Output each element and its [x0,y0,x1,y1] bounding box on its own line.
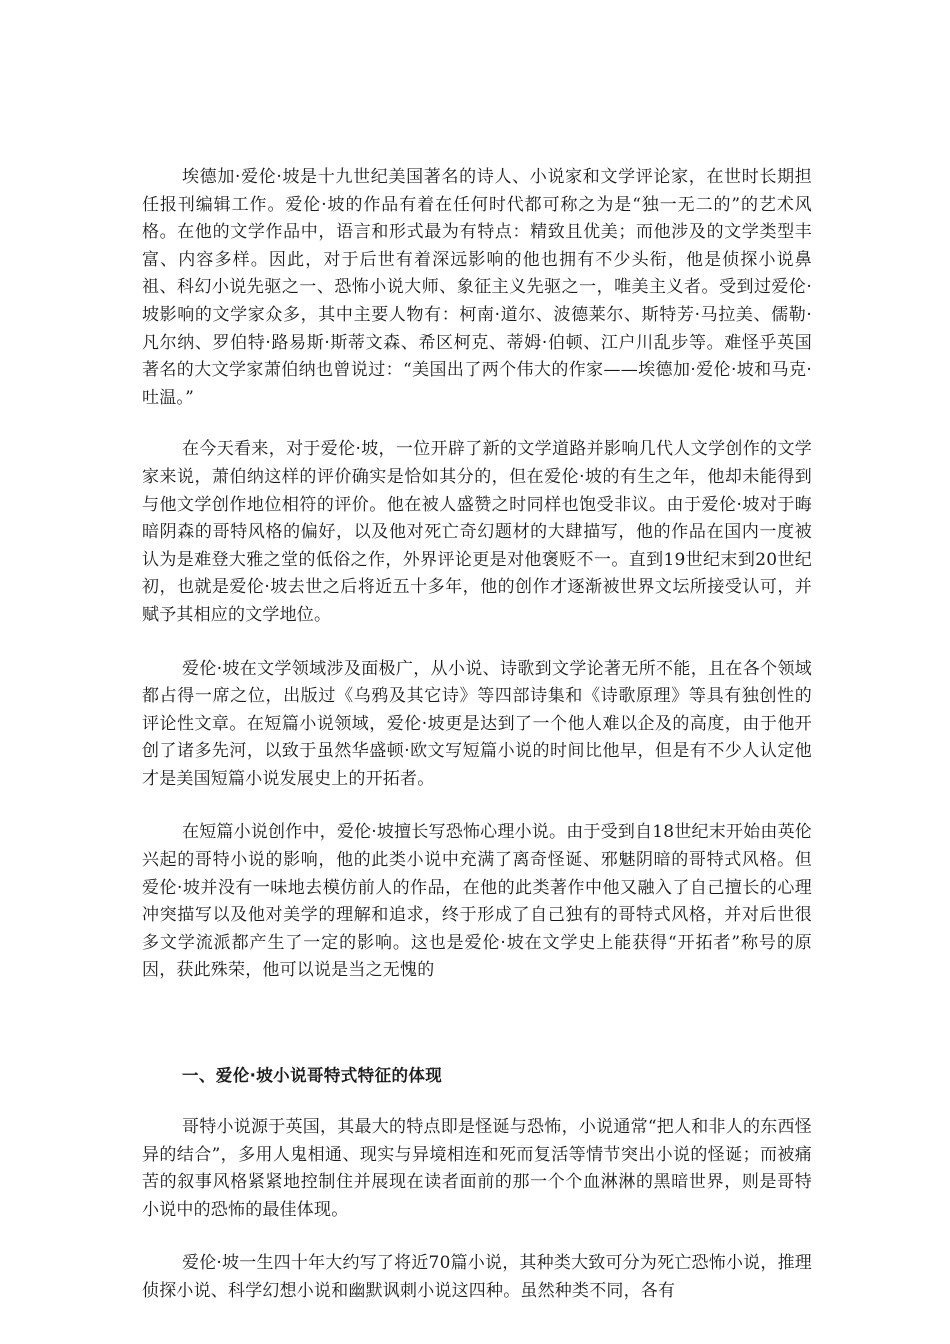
paragraph-gothic-definition: 哥特小说源于英国，其最大的特点即是怪诞与恐怖，小说通常“把人和非人的东西怪异的结合”，多用人鬼相通、现实与异境相连和死而复活等情节突出小说的怪诞；而被痛苦的叙事风格紧紧地控制住并展现在读者面前的那一个个血淋淋的黑暗世界，则是哥特小说中的恐怖的最佳体现。 [142,1117,812,1220]
paragraph-horror-fiction: 在短篇小说创作中，爱伦·坡擅长写恐怖心理小说。由于受到自18世纪末开始由英伦兴起的哥特小说的影响，他的此类小说中充满了离奇怪诞、邪魅阴暗的哥特式风格。但爱伦·坡并没有一味地去模仿前人的作品，在他的此类著作中他又融入了自己擅长的心理冲突描写以及他对美学的理解和追求，终于形成了自己独有的哥特式风格，并对后世很多文学流派都产生了一定的影响。这也是爱伦·坡在文学史上能获得“开拓者”称号的原因，获此殊荣，他可以说是当之无愧的 [142,822,812,981]
paragraph-intro-poe: 埃德加·爱伦·坡是十九世纪美国著名的诗人、小说家和文学评论家，在世时长期担任报刊编辑工作。爱伦·坡的作品有着在任何时代都可称之为是“独一无二的”的艺术风格。在他的文学作品中，语言和形式最为有特点：精致且优美；而他涉及的文学类型丰富、内容多样。因此，对于后世有着深远影响的他也拥有不少头衔，他是侦探小说鼻祖、科幻小说先驱之一、恐怖小说大师、象征主义先驱之一，唯美主义者。受到过爱伦·坡影响的文学家众多，其中主要人物有：柯南·道尔、波德莱尔、斯特芳·马拉美、儒勒·凡尔纳、罗伯特·路易斯·斯蒂文森、希区柯克、蒂姆·伯顿、江户川乱步等。难怪乎英国著名的大文学家萧伯纳也曾说过：“美国出了两个伟大的作家——埃德加·爱伦·坡和马克·吐温。” [142,167,812,408]
document-body [142,164,812,1306]
paragraph-story-types: 爱伦·坡一生四十年大约写了将近70篇小说，其种类大致可分为死亡恐怖小说，推理侦探小说、科学幻想小说和幽默讽刺小说这四种。虽然种类不同，各有 [142,1253,812,1301]
paragraph-reception: 在今天看来，对于爱伦·坡，一位开辟了新的文学道路并影响几代人文学创作的文学家来说，萧伯纳这样的评价确实是恰如其分的，但在爱伦·坡的有生之年，他却未能得到与他文学创作地位相符的评价。他在被人盛赞之时同样也饱受非议。由于爱伦·坡对于晦暗阴森的哥特风格的偏好，以及他对死亡奇幻题材的大肆描写，他的作品在国内一度被认为是难登大雅之堂的低俗之作，外界评论更是对他褒贬不一。直到19世纪末到20世纪初，也就是爱伦·坡去世之后将近五十多年，他的创作才逐渐被世界文坛所接受认可，并赋予其相应的文学地位。 [142,439,812,625]
paragraph-literary-range: 爱伦·坡在文学领域涉及面极广，从小说、诗歌到文学论著无所不能，且在各个领域都占得一席之位，出版过《乌鸦及其它诗》等四部诗集和《诗歌原理》等具有独创性的评论性文章。在短篇小说领域，爱伦·坡更是达到了一个他人难以企及的高度，由于他开创了诸多先河，以致于虽然华盛顿·欧文写短篇小说的时间比他早，但是有不少人认定他才是美国短篇小说发展史上的开拓者。 [142,658,812,789]
section-heading: 一、爱伦·坡小说哥特式特征的体现 [182,1066,443,1086]
